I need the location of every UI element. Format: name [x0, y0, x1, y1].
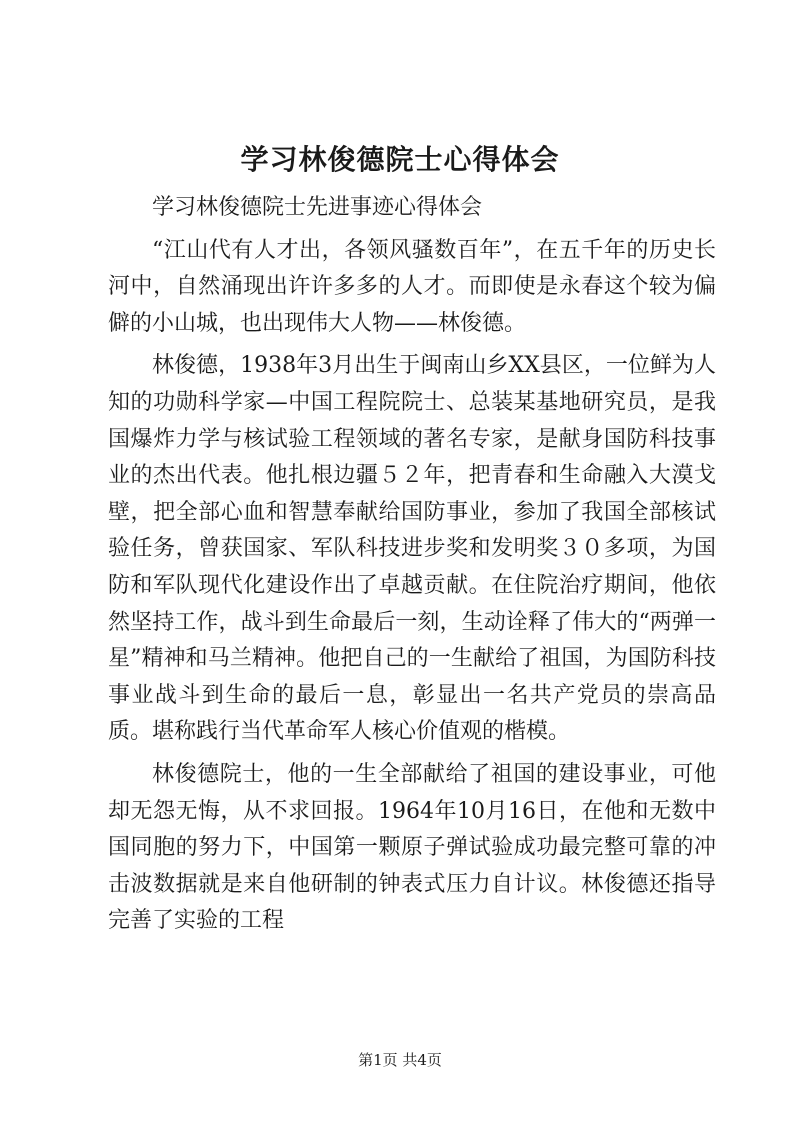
page-number-footer: 第1页 共4页	[358, 1051, 442, 1069]
paragraph-2: 林俊德，1938年3月出生于闽南山乡XX县区，一位鲜为人知的功勋科学家—中国工程院院士、总装某基地研究员，是我国爆炸力学与核试验工程领域的著名专家，是献身国防科技事业的杰出代表。他扎根边疆５２年，把青春和生命融入大漠戈壁，把全部心血和智慧奉献给国防事业，参加了我国全部核试验任务，曾获国家、军队科技进步奖和发明奖３０多项，为国防和军队现代化建设作出了卓越贡献。在住院治疗期间，他依然坚持工作，战斗到生命最后一刻，生动诠释了伟大的“两弹一星”精神和马兰精神。他把自己的一生献给了祖国，为国防科技事业战斗到生命的最后一息，彰显出一名共产党员的崇高品质。堪称践行当代革命军人核心价值观的楷模。	[108, 353, 716, 745]
paragraph-3: 林俊德院士，他的一生全部献给了祖国的建设事业，可他却无怨无悔，从不求回报。1964年10月16日，在他和无数中国同胞的努力下，中国第一颗原子弹试验成功最完整可靠的冲击波数据就是来自他研制的钟表式压力自计议。林俊德还指导完善了实验的工程	[108, 761, 716, 934]
document-subtitle: 学习林俊德院士先进事迹心得体会	[152, 195, 483, 220]
document-body	[108, 190, 716, 940]
paragraph-1: “江山代有人才出，各领风骚数百年”，在五千年的历史长河中，自然涌现出许许多多的人才。而即使是永春这个较为偏僻的小山城，也出现伟大人物——林俊德。	[108, 237, 716, 336]
document-title: 学习林俊德院士心得体会	[240, 143, 560, 176]
